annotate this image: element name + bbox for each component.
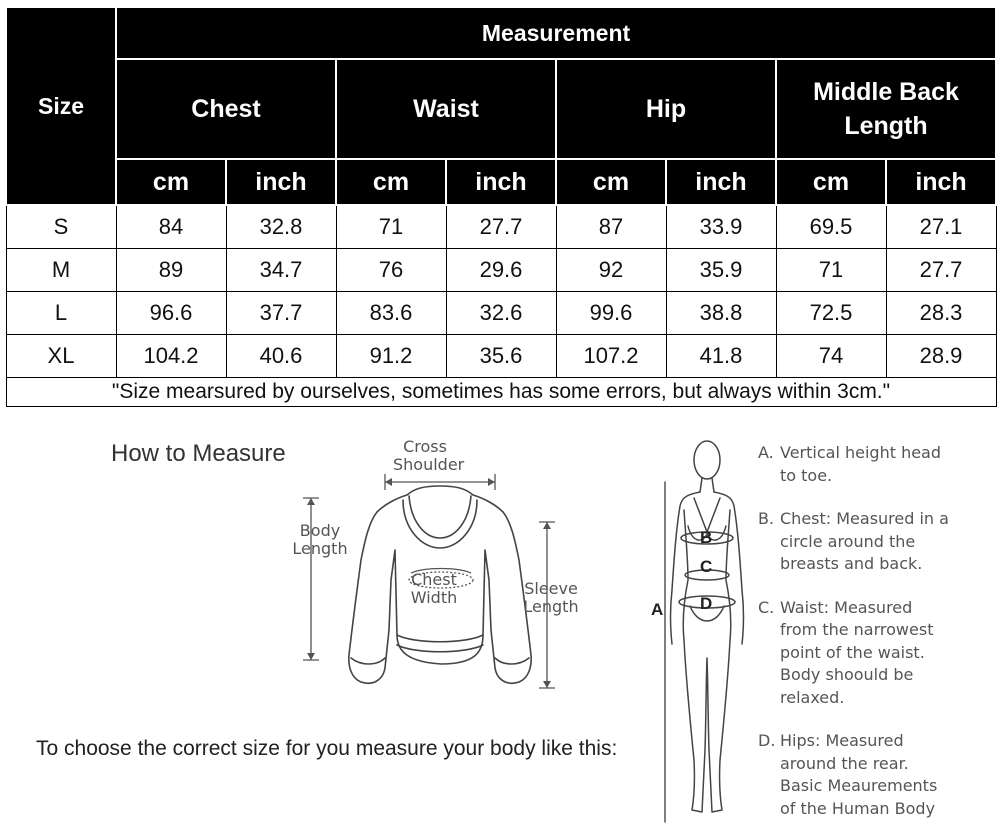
value-cell: 29.6	[446, 249, 556, 292]
value-cell: 37.7	[226, 292, 336, 335]
how-to-measure-title: How to Measure	[111, 440, 286, 467]
chest-header: Chest	[116, 59, 336, 159]
legend-item	[758, 597, 998, 710]
value-cell: 107.2	[556, 335, 666, 378]
unit-header: inch	[886, 159, 996, 205]
value-cell: 27.7	[446, 205, 556, 249]
legend-item	[758, 730, 998, 820]
value-cell: 33.9	[666, 205, 776, 249]
value-cell: 74	[776, 335, 886, 378]
value-cell: 87	[556, 205, 666, 249]
value-cell: 27.1	[886, 205, 996, 249]
table-row	[6, 205, 996, 249]
legend-text: Hips: Measured around the rear. Basic Meaurements of the Human Body	[780, 731, 938, 818]
middle-back-length-header: Middle Back Length	[776, 59, 996, 159]
value-cell: 99.6	[556, 292, 666, 335]
value-cell: 84	[116, 205, 226, 249]
measurement-legend	[758, 442, 998, 820]
size-cell: M	[6, 249, 116, 292]
value-cell: 32.8	[226, 205, 336, 249]
legend-item	[758, 508, 998, 576]
size-table-body	[6, 205, 996, 407]
measurement-header: Measurement	[116, 7, 996, 59]
value-cell: 40.6	[226, 335, 336, 378]
value-cell: 34.7	[226, 249, 336, 292]
value-cell: 28.3	[886, 292, 996, 335]
size-cell: XL	[6, 335, 116, 378]
value-cell: 27.7	[886, 249, 996, 292]
value-cell: 38.8	[666, 292, 776, 335]
instruction-text: To choose the correct size for you measure your body like this:	[36, 737, 618, 760]
letter-a: A	[651, 600, 664, 619]
table-row	[6, 335, 996, 378]
unit-header: cm	[556, 159, 666, 205]
unit-header: cm	[116, 159, 226, 205]
value-cell: 76	[336, 249, 446, 292]
size-chart-table	[5, 6, 997, 407]
size-header: Size	[6, 7, 116, 205]
value-cell: 69.5	[776, 205, 886, 249]
legend-letter: B.	[758, 509, 775, 528]
value-cell: 96.6	[116, 292, 226, 335]
group-header-row	[6, 59, 996, 159]
legend-text: Waist: Measured from the narrowest point of the waist. Body shoould be relaxed.	[780, 597, 934, 707]
size-cell: L	[6, 292, 116, 335]
value-cell: 71	[776, 249, 886, 292]
legend-text: Vertical height head to toe.	[780, 443, 942, 485]
legend-letter: C.	[758, 597, 775, 617]
legend-letter: A.	[758, 443, 774, 462]
unit-header-row	[6, 159, 996, 205]
legend-item	[758, 442, 998, 487]
value-cell: 92	[556, 249, 666, 292]
chest-width-label: Chest Width	[410, 570, 458, 607]
value-cell: 91.2	[336, 335, 446, 378]
waist-header: Waist	[336, 59, 556, 159]
table-row	[6, 292, 996, 335]
value-cell: 41.8	[666, 335, 776, 378]
body-length-label: Body Length	[292, 521, 348, 558]
unit-header: cm	[776, 159, 886, 205]
value-cell: 71	[336, 205, 446, 249]
measurement-note: "Size mearsured by ourselves, sometimes has some errors, but always within 3cm."	[6, 378, 996, 407]
unit-header: cm	[336, 159, 446, 205]
value-cell: 89	[116, 249, 226, 292]
unit-header: inch	[666, 159, 776, 205]
size-cell: S	[6, 205, 116, 249]
unit-header: inch	[226, 159, 336, 205]
value-cell: 35.9	[666, 249, 776, 292]
value-cell: 72.5	[776, 292, 886, 335]
letter-b: B	[700, 528, 713, 547]
unit-header: inch	[446, 159, 556, 205]
sleeve-length-label: Sleeve Length	[523, 579, 579, 616]
hip-header: Hip	[556, 59, 776, 159]
head	[694, 441, 720, 479]
cross-shoulder-label: Cross Shoulder	[393, 437, 465, 474]
body-figure-illustration	[650, 430, 760, 825]
note-row	[6, 378, 996, 407]
value-cell: 32.6	[446, 292, 556, 335]
letter-c: C	[700, 557, 713, 576]
value-cell: 28.9	[886, 335, 996, 378]
legend-letter: D.	[758, 731, 776, 750]
letter-d: D	[700, 594, 713, 613]
table-row	[6, 249, 996, 292]
value-cell: 35.6	[446, 335, 556, 378]
value-cell: 83.6	[336, 292, 446, 335]
value-cell: 104.2	[116, 335, 226, 378]
legend-text: Chest: Measured in a circle around the breasts and back.	[780, 509, 949, 573]
